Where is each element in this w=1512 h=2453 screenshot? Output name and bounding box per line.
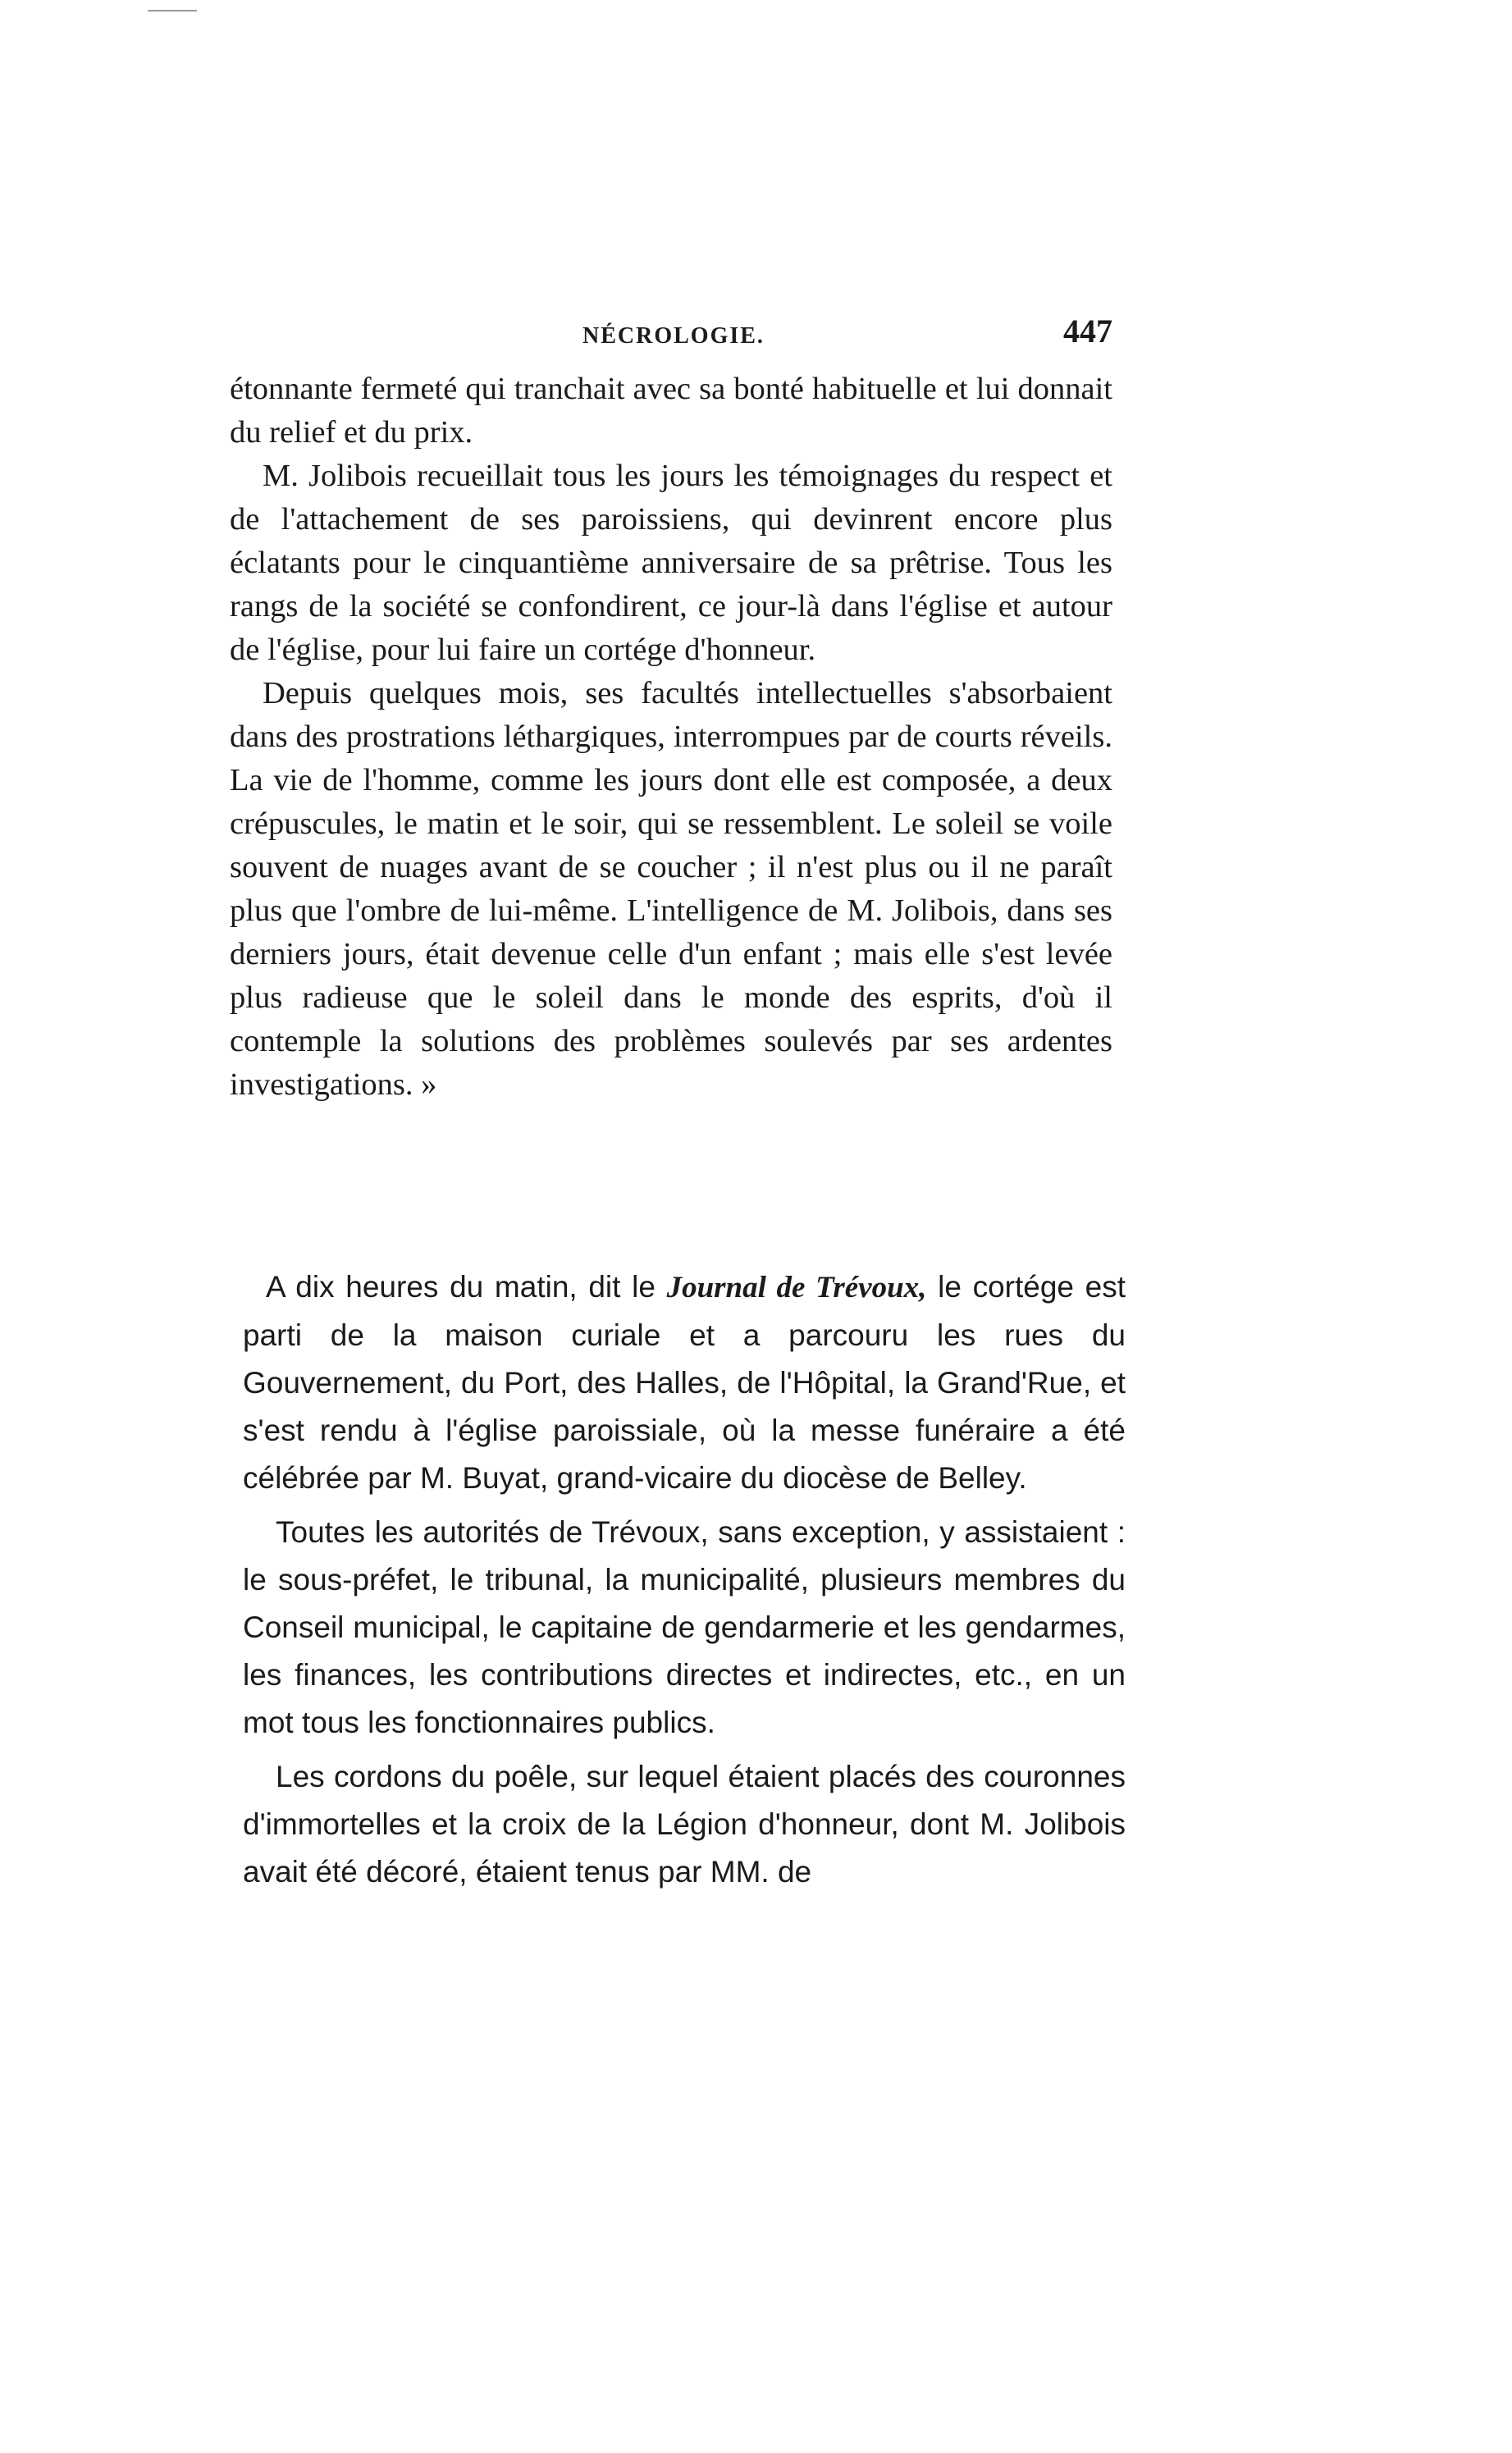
paragraph-text: A dix heures du matin, dit le bbox=[266, 1270, 667, 1304]
page-number: 447 bbox=[1063, 313, 1112, 349]
paragraph-text: le cortége est parti de la maison curiale et a parcouru les rues du Gouvernement, du Port, des Halles, de l'Hôpital, la Grand'Rue, et s'est rendu à l'église paroissiale, où la messe funéraire a été célébrée par M. Buyat, grand-vicaire du diocèse de Belley. bbox=[243, 1270, 1126, 1495]
paragraph: M. Jolibois recueillait tous les jours les témoignages du respect et de l'attachement de ses paroissiens, qui devinrent encore plus éclatants pour le cinquantième anniversaire de sa prêtrise. Tous les rangs de la société se confondirent, ce jour-là dans l'église et autour de l'église, pour lui faire un cortége d'honneur. bbox=[230, 459, 1112, 667]
page-header bbox=[230, 312, 1112, 361]
quoted-passage bbox=[230, 368, 1112, 1107]
scan-edge-mark bbox=[148, 10, 197, 11]
paragraph bbox=[243, 1263, 1126, 1502]
running-title: NÉCROLOGIE. bbox=[582, 323, 765, 349]
journal-title: Journal de Trévoux, bbox=[666, 1271, 927, 1304]
paragraph: étonnante fermeté qui tranchait avec sa bonté habituelle et lui donnait du relief et du prix. bbox=[230, 372, 1112, 450]
paragraph: Depuis quelques mois, ses facultés intellectuelles s'absorbaient dans des prostrations léthargiques, interrompues par de courts réveils. La vie de l'homme, comme les jours dont elle est composée, a deux crépuscules, le matin et le soir, qui se ressemblent. Le soleil se voile souvent de nuages avant de se coucher ; il n'est plus ou il ne paraît plus que l'ombre de lui-même. L'intelligence de M. Jolibois, dans ses derniers jours, était devenue celle d'un enfant ; mais elle s'est levée plus radieuse que le soleil dans le monde des esprits, d'où il contemple la solutions des problèmes soulevés par ses ardentes investigations. » bbox=[230, 676, 1112, 1102]
paragraph: Toutes les autorités de Trévoux, sans exception, y assistaient : le sous-préfet, le tribunal, la municipalité, plusieurs membres du Conseil municipal, le capitaine de gendarmerie et les gendarmes, les finances, les contributions directes et indirectes, etc., en un mot tous les fonctionnaires publics. bbox=[243, 1515, 1126, 1739]
narrative-passage bbox=[243, 1263, 1126, 1903]
paragraph: Les cordons du poêle, sur lequel étaient placés des couronnes d'immortelles et la croix de la Légion d'honneur, dont M. Jolibois avait été décoré, étaient tenus par MM. de bbox=[243, 1760, 1126, 1889]
